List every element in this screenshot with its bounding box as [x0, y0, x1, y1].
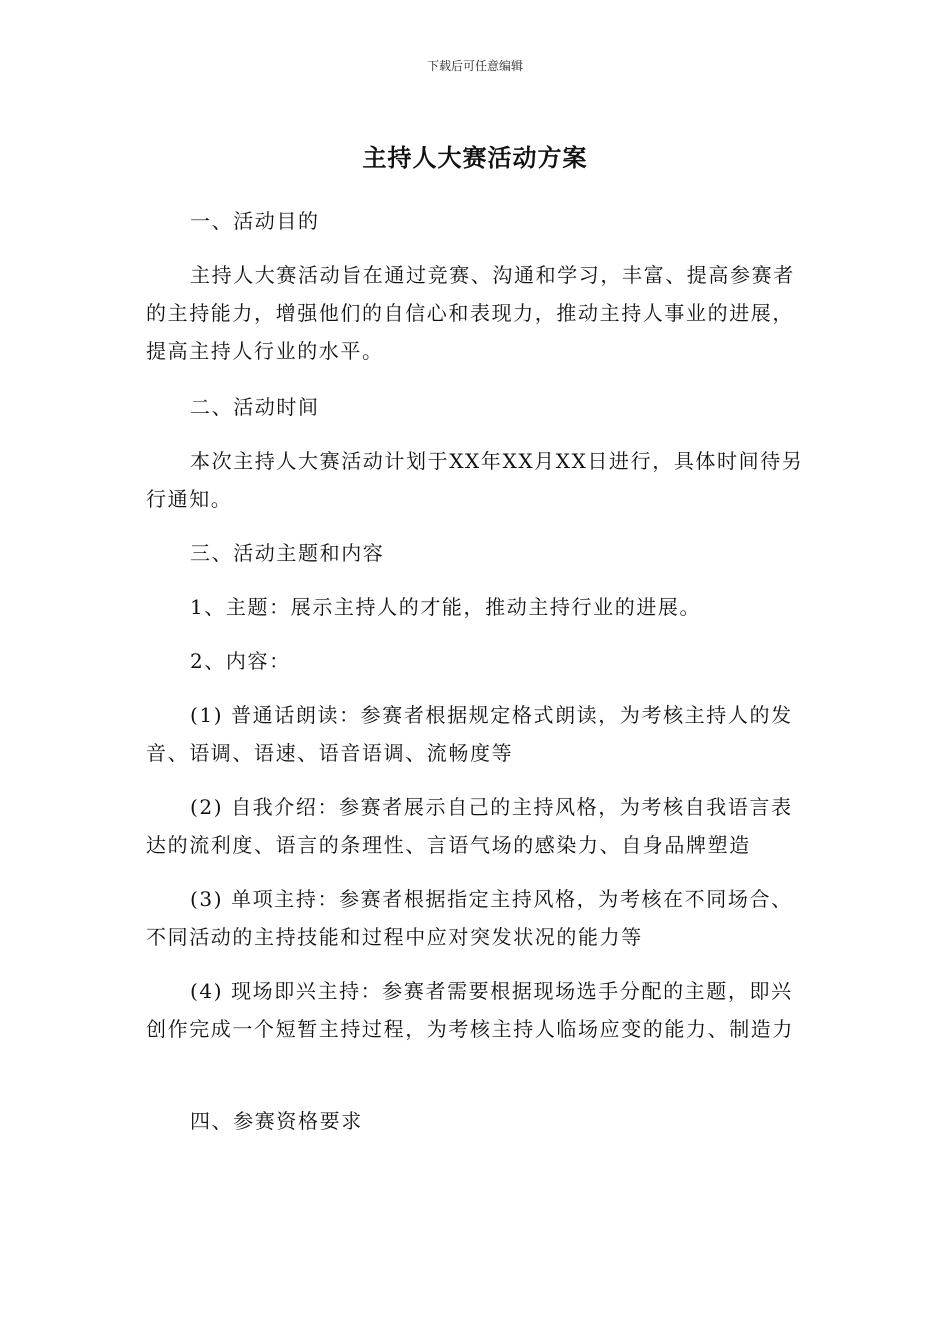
content-item-4: (4) 现场即兴主持：参赛者需要根据现场选手分配的主题，即兴创作完成一个短暂主持过程，为考核主持人临场应变的能力、制造力 — [146, 979, 794, 1041]
paragraph-purpose: 主持人大赛活动旨在通过竞赛、沟通和学习，丰富、提高参赛者的主持能力，增强他们的自信心和表现力，推动主持人事业的进展，提高主持人行业的水平。 — [146, 263, 795, 363]
section-heading-eligibility: 四、参赛资格要求 — [190, 1109, 363, 1133]
page-title: 主持人大赛活动方案 — [362, 144, 588, 172]
section-heading-theme: 三、活动主题和内容 — [190, 541, 385, 565]
section-heading-purpose: 一、活动目的 — [190, 209, 320, 233]
content-item-2: (2) 自我介绍：参赛者展示自己的主持风格，为考核自我语言表达的流利度、语言的条理性、言语气场的感染力、自身品牌塑造 — [146, 795, 793, 857]
item-theme: 1、主题：展示主持人的才能，推动主持行业的进展。 — [190, 595, 702, 619]
item-content: 2、内容： — [190, 649, 291, 673]
paragraph-time: 本次主持人大赛活动计划于XX年XX月XX日进行，具体时间待另行通知。 — [146, 449, 804, 511]
section-heading-time: 二、活动时间 — [190, 395, 320, 419]
content-item-1: (1) 普通话朗读：参赛者根据规定格式朗读，为考核主持人的发音、语调、语速、语音语调、流畅度等 — [146, 703, 793, 765]
content-item-3: (3) 单项主持：参赛者根据指定主持风格，为考核在不同场合、不同活动的主持技能和过程中应对突发状况的能力等 — [146, 887, 793, 949]
header-note: 下载后可任意编辑 — [426, 59, 523, 73]
